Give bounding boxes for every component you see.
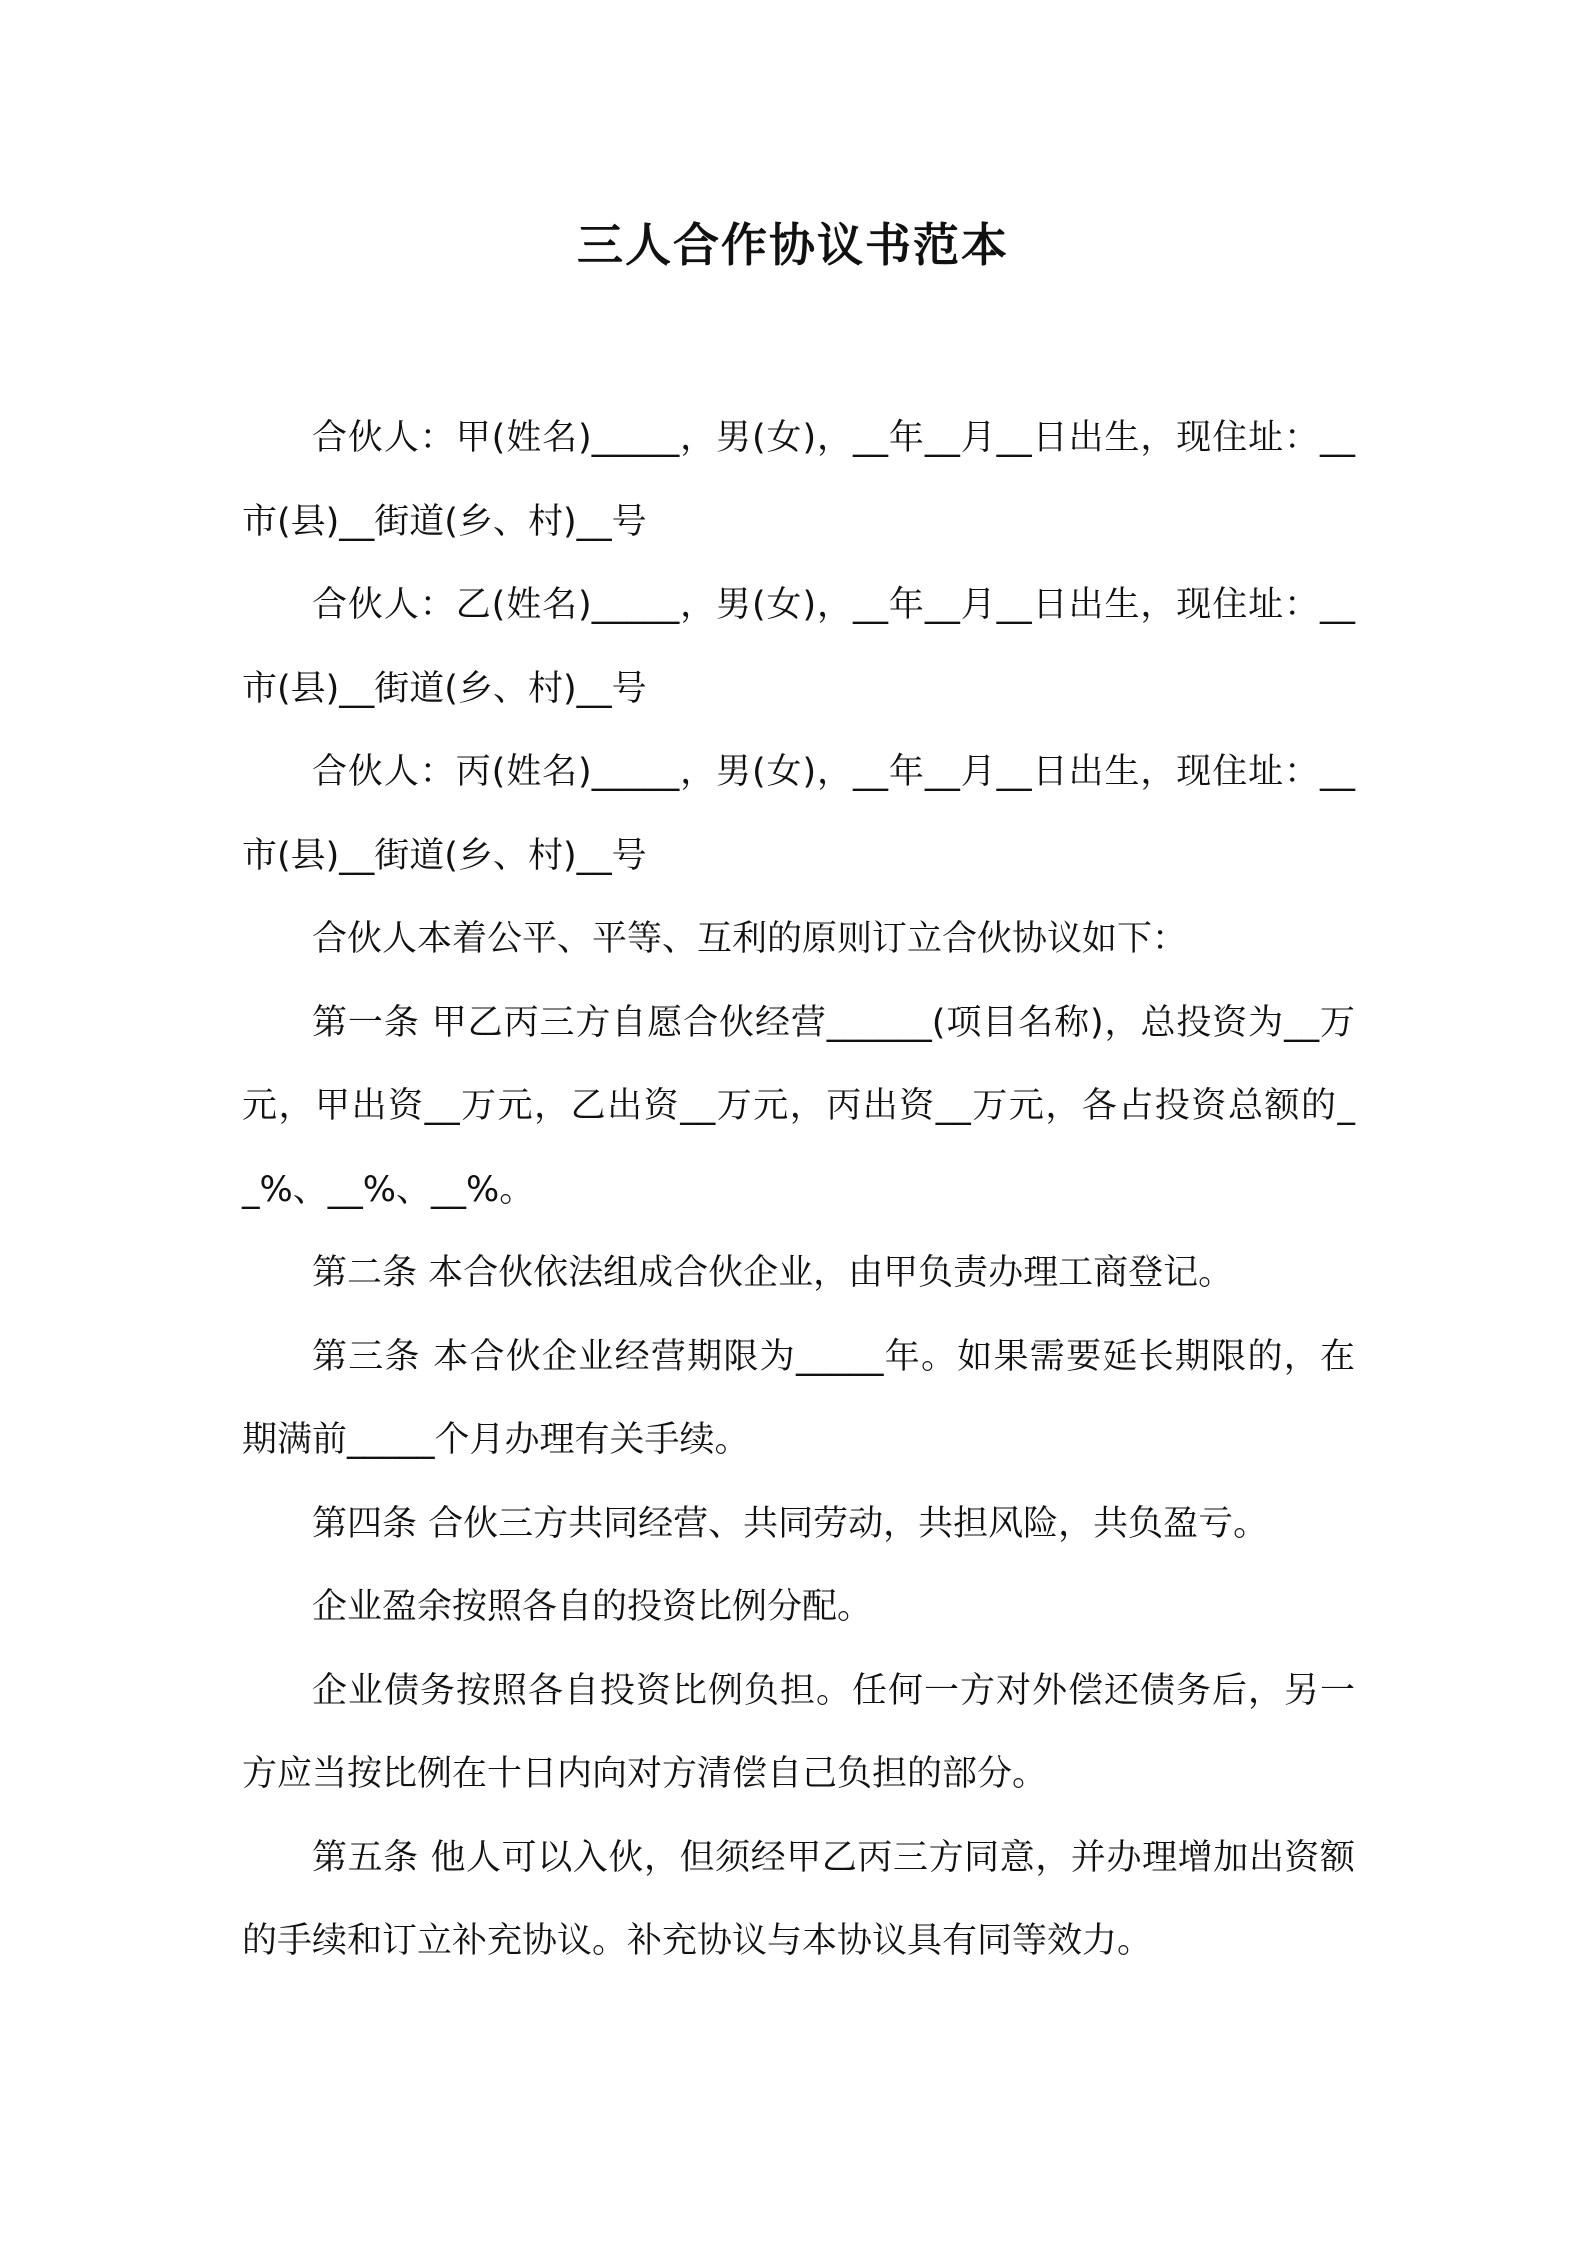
paragraph-profit: 企业盈余按照各自的投资比例分配。 [312,1587,873,1627]
paragraph-article-2: 第二条 本合伙依法组成合伙企业，由甲负责办理工商登记。 [312,1253,1234,1293]
paragraph-article-1: 第一条 甲乙丙三方自愿合伙经营______(项目名称)，总投资为__万元，甲出资__万元，乙出资__万元，丙出资__万元，各占投资总额的__%、__%、__%。 [242,1002,1355,1210]
paragraph-partner-b: 合伙人：乙(姓名)_____，男(女)，__年__月__日出生，现住址：__市(县)__街道(乡、村)__号 [242,585,1355,709]
paragraph-article-3: 第三条 本合伙企业经营期限为_____年。如果需要延长期限的，在期满前_____个月办理有关手续。 [242,1336,1355,1460]
paragraph-article-5: 第五条 他人可以入伙，但须经甲乙丙三方同意，并办理增加出资额的手续和订立补充协议。补充协议与本协议具有同等效力。 [242,1837,1355,1961]
paragraph-preamble: 合伙人本着公平、平等、互利的原则订立合伙协议如下： [312,919,1188,959]
document-title: 三人合作协议书范本 [577,218,1009,272]
paragraph-debt: 企业债务按照各自投资比例负担。任何一方对外偿还债务后，另一方应当按比例在十日内向对方清偿自己负担的部分。 [242,1670,1355,1794]
paragraph-partner-c: 合伙人：丙(姓名)_____，男(女)，__年__月__日出生，现住址：__市(县)__街道(乡、村)__号 [242,752,1355,876]
document-body [242,397,1355,1984]
paragraph-partner-a: 合伙人：甲(姓名)_____，男(女)，__年__月__日出生，现住址：__市(县)__街道(乡、村)__号 [242,418,1355,542]
paragraph-article-4: 第四条 合伙三方共同经营、共同劳动，共担风险，共负盈亏。 [312,1503,1269,1544]
